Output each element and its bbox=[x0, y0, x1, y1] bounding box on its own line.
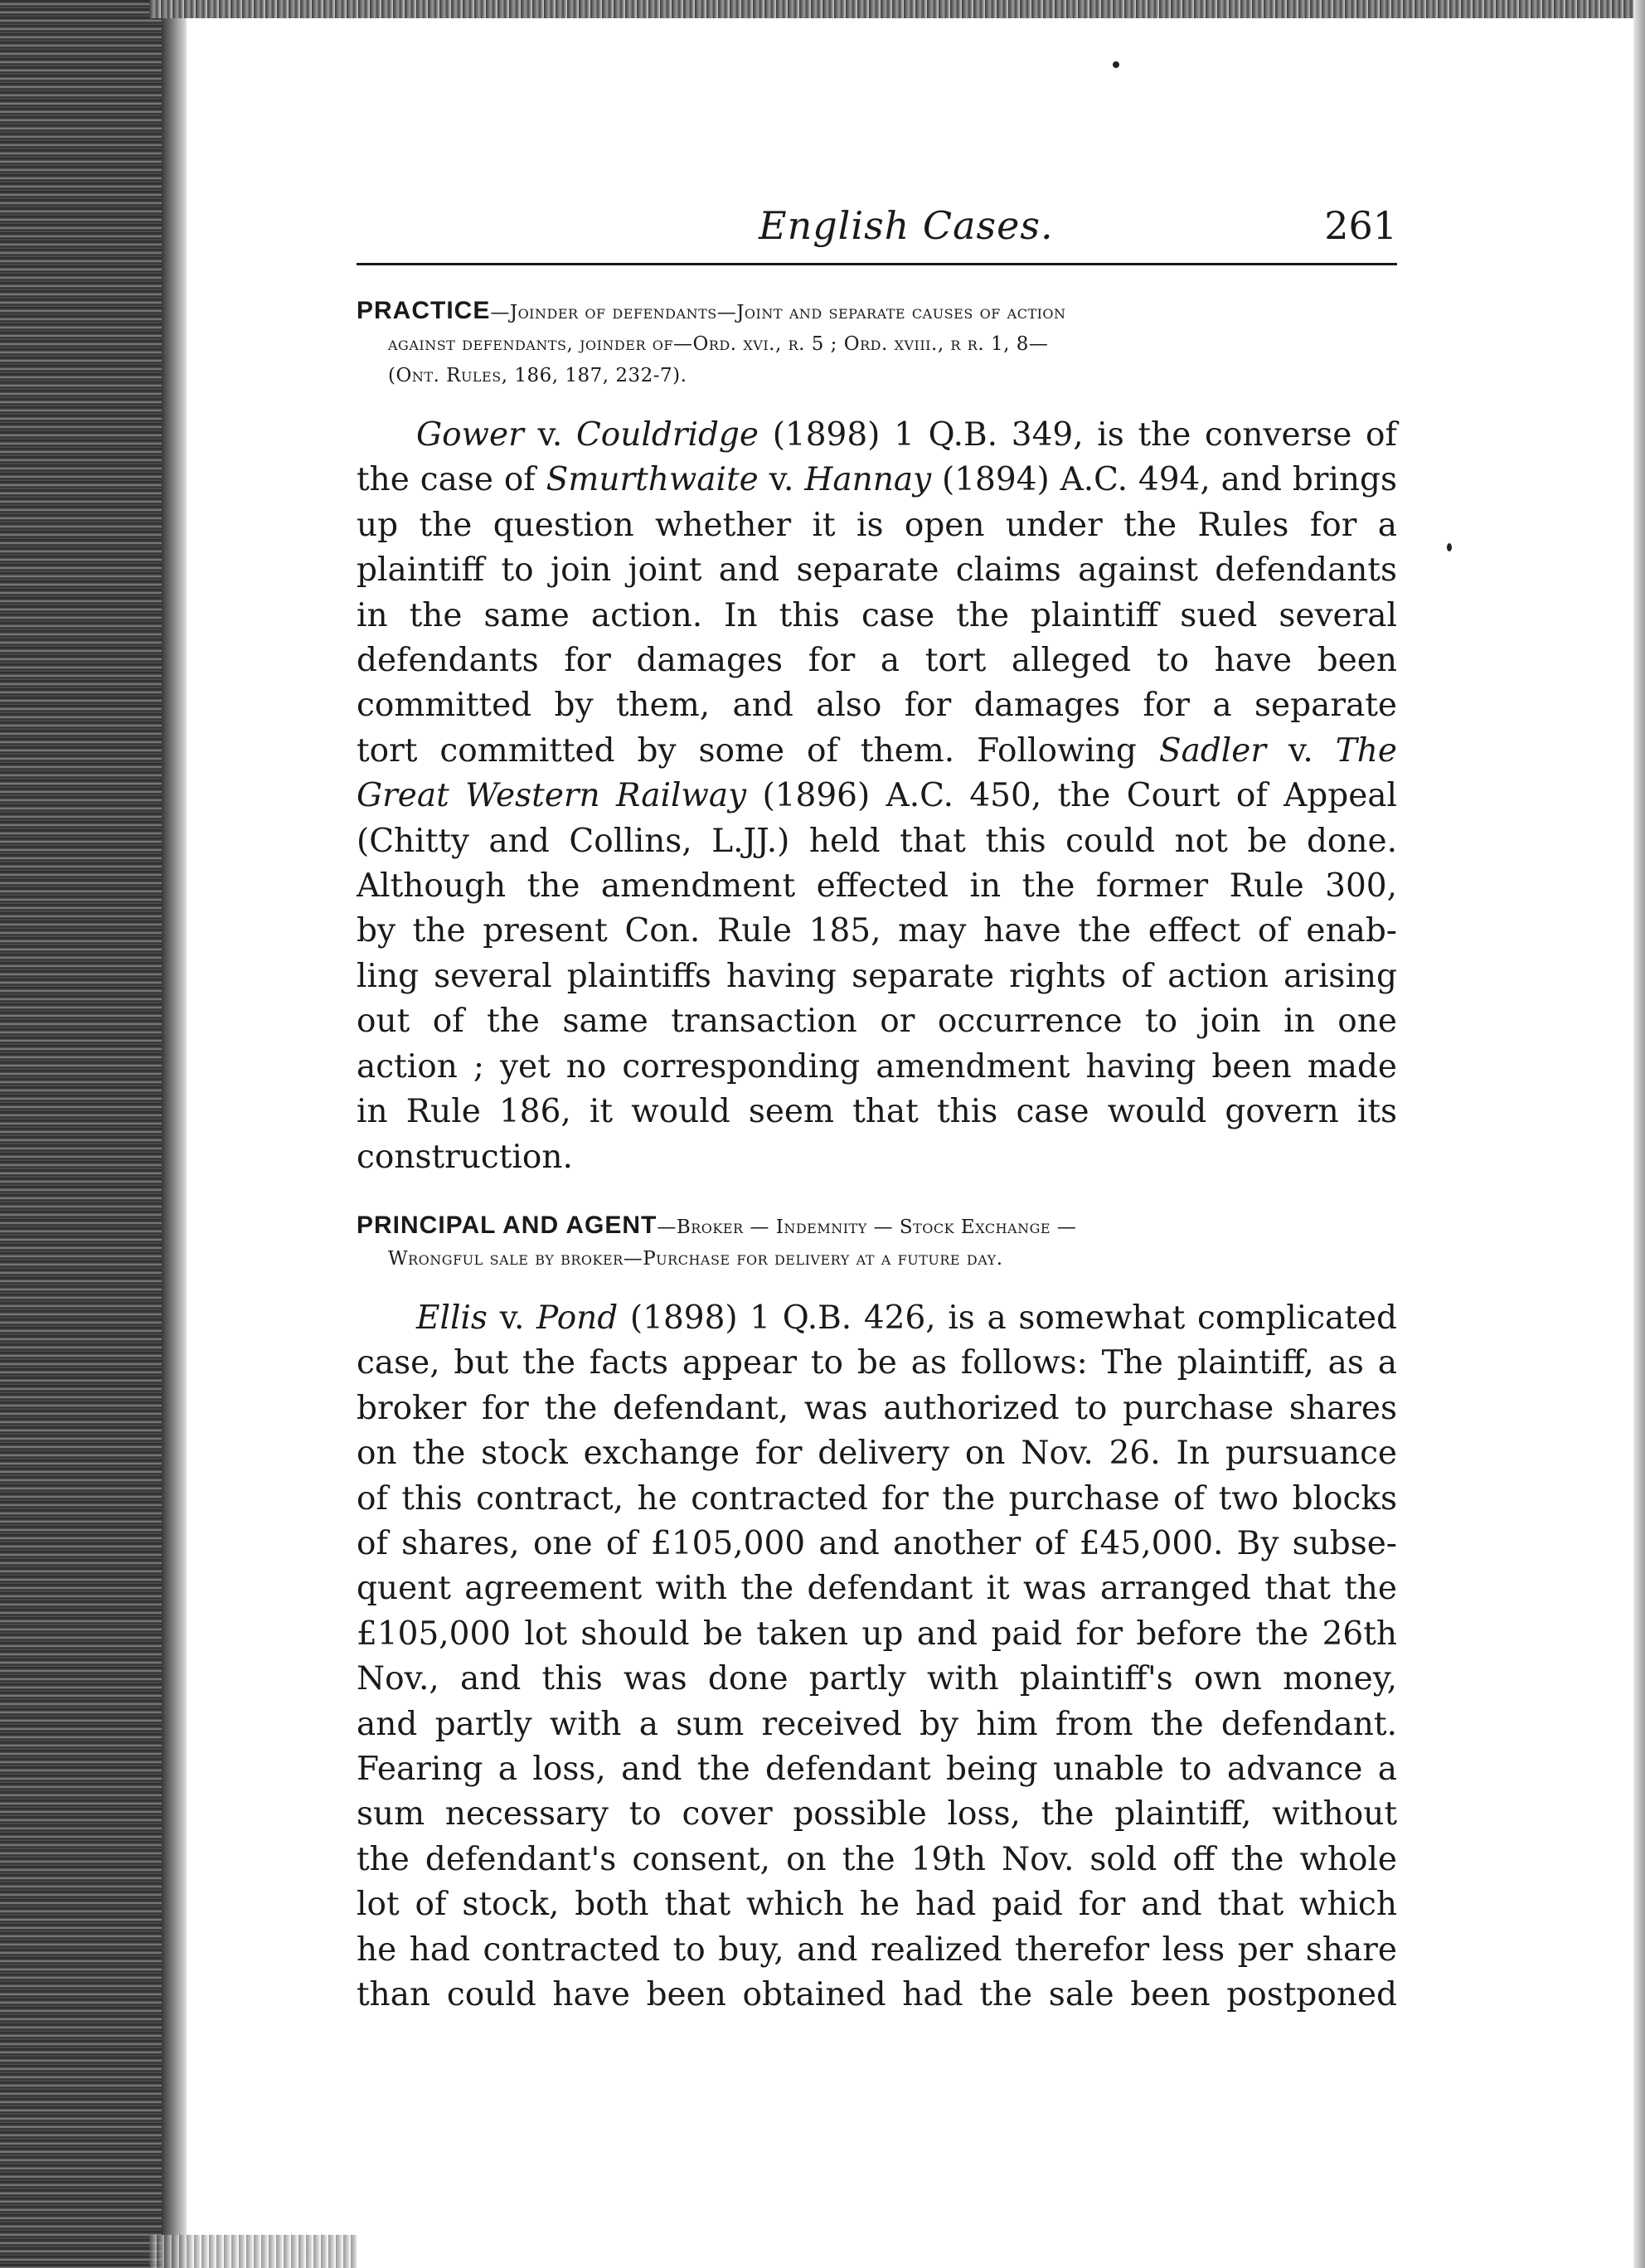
book-page bbox=[357, 203, 1397, 2018]
text-line: broker for the defendant, was authorized to purchase shares bbox=[357, 1389, 1397, 1427]
text-line: Great Western Railway (1896) A.C. 450, the Court of Appeal bbox=[357, 777, 1398, 815]
page-bottom-edge bbox=[149, 2235, 357, 2268]
text-line: £105,000 lot should be taken up and paid for before the 26th bbox=[357, 1615, 1397, 1653]
text-line: Gower v. Couldridge (1898) 1 Q.B. 349, is the converse of bbox=[416, 416, 1397, 454]
case-name: Sadler bbox=[1158, 731, 1267, 770]
text-line: ling several plaintiffs having separate rights of action arising bbox=[357, 957, 1397, 995]
page-right-edge bbox=[1633, 0, 1645, 2268]
case-name: Great Western Railway bbox=[357, 777, 747, 815]
subtopic-line: Wrongful sale by broker—Purchase for delivery at a future day. bbox=[388, 1247, 1003, 1270]
case-name: Ellis bbox=[416, 1299, 488, 1337]
text-line: Although the amendment effected in the former Rule 300, bbox=[357, 867, 1397, 906]
text-line: (Chitty and Collins, L.JJ.) held that this could not be done. bbox=[357, 822, 1397, 860]
topic-title: PRINCIPAL AND AGENT bbox=[357, 1211, 658, 1239]
case-paragraph bbox=[357, 1296, 1397, 2018]
case-paragraph bbox=[357, 413, 1397, 1180]
text-line: plaintiff to join joint and separate claims against defendants bbox=[357, 551, 1397, 590]
book-spine-edge bbox=[0, 0, 187, 2268]
section-heading bbox=[357, 295, 1397, 391]
case-name: Couldridge bbox=[575, 416, 759, 454]
text-line: in the same action. In this case the plaintiff sued several bbox=[357, 596, 1397, 634]
text-line: tort committed by some of them. Following Sadler v. The bbox=[357, 731, 1397, 770]
subtopic-line: —Broker — Indemnity — Stock Exchange — bbox=[657, 1216, 1077, 1238]
case-name: Pond bbox=[536, 1299, 619, 1337]
text-line: up the question whether it is open under the Rules for a bbox=[357, 506, 1397, 544]
text-line: the case of Smurthwaite v. Hannay (1894) A.C. 494, and brings bbox=[357, 461, 1397, 499]
page-top-edge bbox=[149, 0, 1645, 18]
case-name: Hannay bbox=[804, 461, 932, 499]
section-heading bbox=[357, 1210, 1397, 1275]
text-line: on the stock exchange for delivery on Nov. 26. In pursuance bbox=[357, 1435, 1397, 1473]
running-title: English Cases. bbox=[759, 203, 1054, 248]
spine-shadow bbox=[162, 0, 187, 2268]
text-line: of shares, one of £105,000 and another of £45,000. By subse- bbox=[357, 1524, 1397, 1562]
text-line: Fearing a loss, and the defendant being unable to advance a bbox=[357, 1750, 1397, 1788]
subtopic-line: (Ont. Rules, 186, 187, 232-7). bbox=[388, 365, 687, 386]
subtopic-line: —Joinder of defendants—Joint and separate causes of action bbox=[490, 302, 1066, 323]
ink-speck bbox=[1447, 543, 1452, 551]
text-line: sum necessary to cover possible loss, the plaintiff, without bbox=[357, 1795, 1397, 1833]
text-line: case, but the facts appear to be as follows: The plaintiff, as a bbox=[357, 1344, 1397, 1382]
text-line: lot of stock, both that which he had paid for and that which bbox=[357, 1886, 1397, 1924]
text-line: than could have been obtained had the sale been postponed bbox=[357, 1976, 1397, 2013]
text-line: by the present Con. Rule 185, may have the effect of enab- bbox=[357, 912, 1397, 950]
text-line: construction. bbox=[357, 1138, 573, 1176]
text-line: in Rule 186, it would seem that this case would govern its bbox=[357, 1093, 1397, 1131]
running-header bbox=[357, 203, 1397, 265]
text-line: committed by them, and also for damages for a separate bbox=[357, 687, 1397, 725]
case-name: Gower bbox=[416, 416, 524, 454]
text-line: action ; yet no corresponding amendment having been made bbox=[357, 1047, 1397, 1085]
text-line: and partly with a sum received by him from the defendant. bbox=[357, 1705, 1397, 1743]
case-name: Smurthwaite bbox=[546, 461, 759, 499]
text-line: defendants for damages for a tort alleged to have been bbox=[357, 642, 1397, 680]
text-line: he had contracted to buy, and realized therefor less per share bbox=[357, 1930, 1397, 1969]
text-line: out of the same transaction or occurrence to join in one bbox=[357, 1003, 1397, 1041]
section-principal-and-agent bbox=[357, 1210, 1397, 2018]
text-line: quent agreement with the defendant it was arranged that the bbox=[357, 1570, 1397, 1608]
text-line: Ellis v. Pond (1898) 1 Q.B. 426, is a somewhat complicated bbox=[416, 1299, 1398, 1337]
text-line: of this contract, he contracted for the purchase of two blocks bbox=[357, 1479, 1397, 1518]
subtopic-line: against defendants, joinder of—Ord. xvi., r. 5 ; Ord. xviii., r r. 1, 8— bbox=[388, 333, 1049, 355]
topic-title: PRACTICE bbox=[357, 297, 491, 324]
case-name: The bbox=[1335, 731, 1397, 770]
ink-speck bbox=[1113, 61, 1119, 68]
text-line: the defendant's consent, on the 19th Nov. sold off the whole bbox=[357, 1840, 1397, 1878]
text-line: Nov., and this was done partly with plaintiff's own money, bbox=[357, 1660, 1397, 1698]
page-number: 261 bbox=[1324, 203, 1397, 248]
section-practice bbox=[357, 295, 1397, 1180]
